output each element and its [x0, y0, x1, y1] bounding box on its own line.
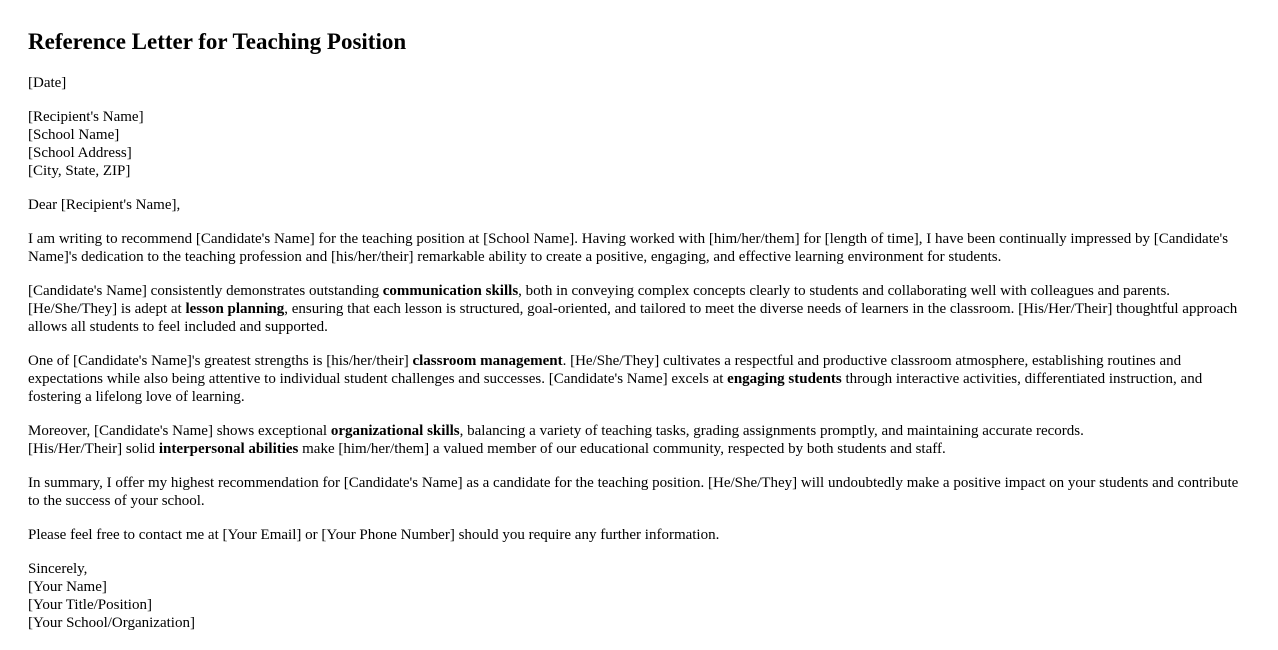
letter-title: Reference Letter for Teaching Position — [28, 29, 407, 54]
paragraph-introduction: I am writing to recommend [Candidate's Name] for the teaching position at [School Name]. Having worked with [him/her/them] for [length of time], I have been continually impressed by [Candidate's Name]'s dedication to the teaching profession and [his/her/their] remarkable ability to create a positive, engaging, and effective learning environment for students. — [28, 231, 1229, 265]
paragraph-text: Moreover, [Candidate's Name] shows exceptional — [28, 423, 331, 439]
paragraph-text: [His/Her/Their] solid — [28, 441, 159, 457]
signer-name: [Your Name] — [28, 579, 107, 595]
recipient-block — [28, 108, 1250, 180]
paragraph-classroom-management — [28, 352, 1250, 406]
paragraph-text: One of [Candidate's Name]'s greatest strengths is [his/her/their] — [28, 353, 413, 369]
recipient-school: [School Name] — [28, 127, 120, 143]
paragraph-text: , ensuring that each lesson is structured, goal-oriented, and tailored to meet the diverse needs of learners in the classroom. [His/Her/Their] thoughtful approach allows all students to feel included and supported. — [28, 301, 1238, 335]
highlight-engaging-students: engaging students — [727, 371, 842, 387]
valediction: Sincerely, — [28, 561, 88, 577]
letter-date: [Date] — [28, 75, 67, 91]
signer-organization: [Your School/Organization] — [28, 615, 195, 631]
salutation: Dear [Recipient's Name], — [28, 197, 181, 213]
paragraph-summary: In summary, I offer my highest recommendation for [Candidate's Name] as a candidate for the teaching position. [He/She/They] will undoubtedly make a positive impact on your students and contribute to the success of your school. — [28, 475, 1239, 509]
paragraph-text: through interactive activities, differentiated instruction, and fostering a lifelong love of learning. — [28, 371, 1203, 405]
paragraph-organizational — [28, 422, 1250, 458]
highlight-organizational-skills: organizational skills — [330, 423, 460, 439]
highlight-communication-skills: communication skills — [382, 283, 519, 299]
closing-block — [28, 560, 1250, 632]
paragraph-text: . [He/She/They] cultivates a respectful and productive classroom atmosphere, establishing routines and expectations while also being attentive to individual student challenges and successes. [Candidate's Name] excels at — [28, 353, 1182, 387]
paragraph-text: make [him/her/them] a valued member of our educational community, respected by both students and staff. — [298, 441, 946, 457]
paragraph-communication — [28, 282, 1250, 336]
recipient-city: [City, State, ZIP] — [28, 163, 131, 179]
paragraph-text: , balancing a variety of teaching tasks, grading assignments promptly, and maintaining accurate records. — [459, 423, 1084, 439]
highlight-classroom-management: classroom management — [412, 353, 563, 369]
paragraph-contact: Please feel free to contact me at [Your Email] or [Your Phone Number] should you require any further information. — [28, 527, 720, 543]
paragraph-text: [Candidate's Name] consistently demonstrates outstanding — [28, 283, 383, 299]
recipient-address: [School Address] — [28, 145, 132, 161]
paragraph-text: , both in conveying complex concepts clearly to students and collaborating well with colleagues and parents. [He/She/They] is adept at — [28, 283, 1171, 317]
highlight-interpersonal-abilities: interpersonal abilities — [158, 441, 299, 457]
highlight-lesson-planning: lesson planning — [185, 301, 285, 317]
signer-title: [Your Title/Position] — [28, 597, 152, 613]
recipient-name: [Recipient's Name] — [28, 109, 144, 125]
